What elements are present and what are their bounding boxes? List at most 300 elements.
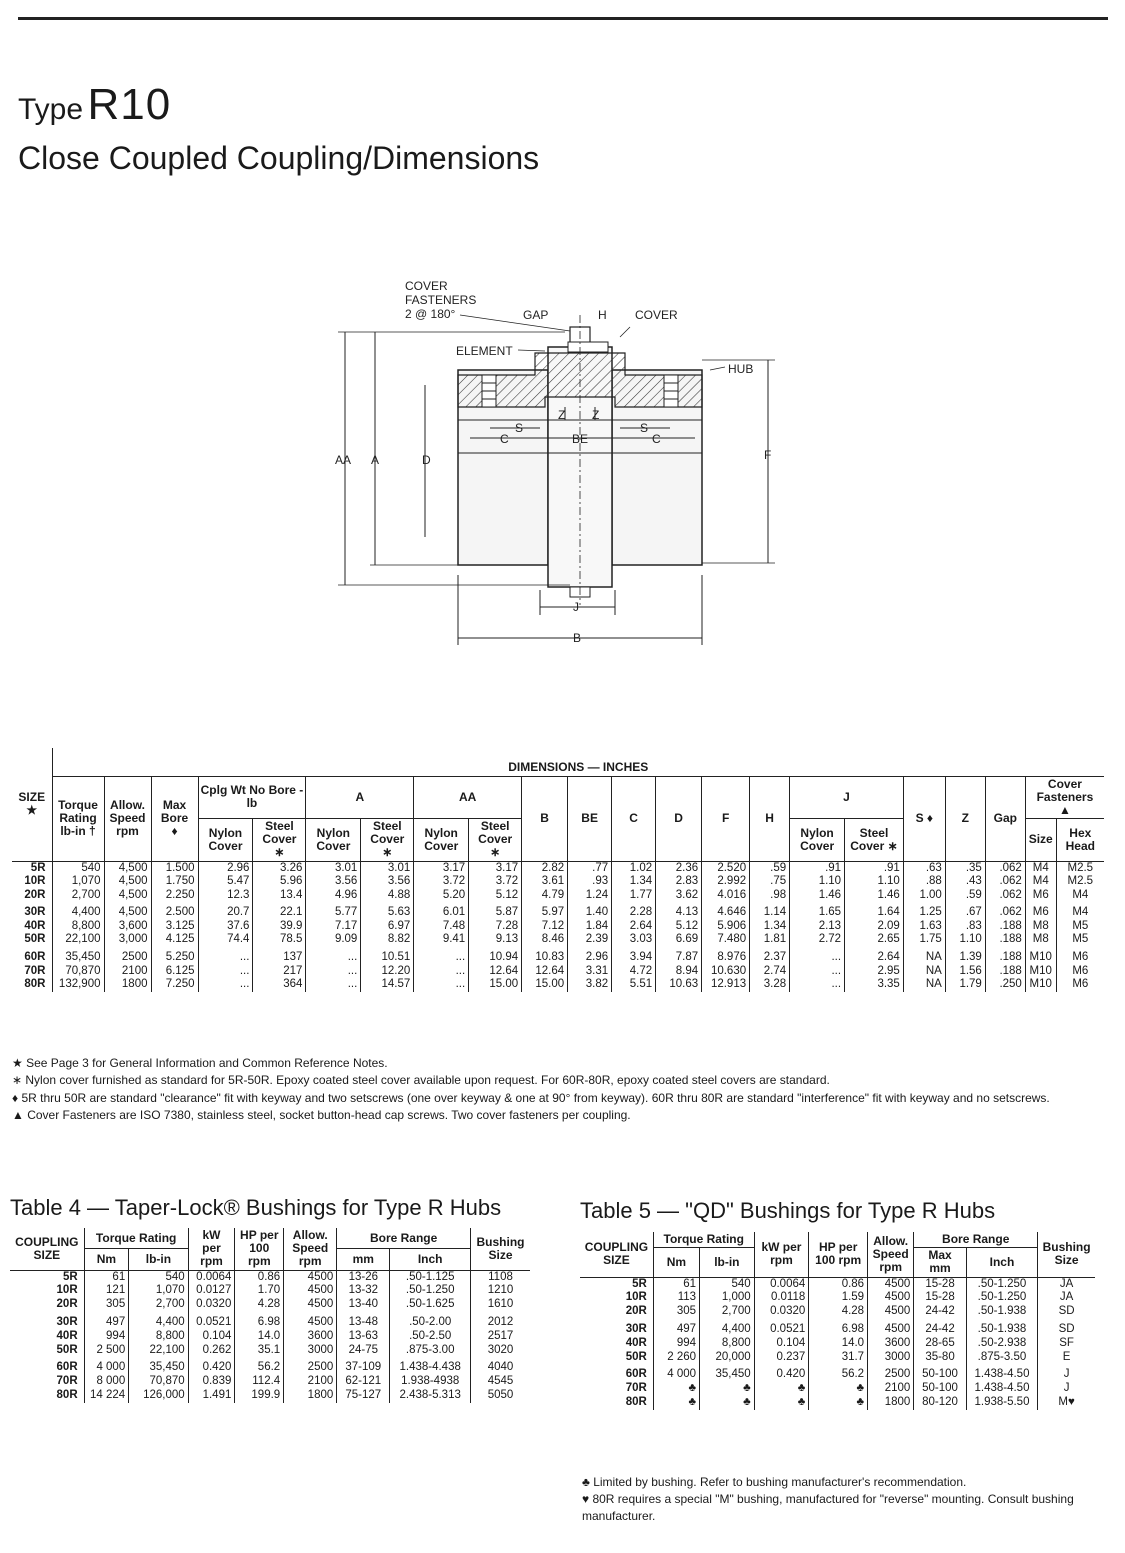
table-cell: .59 xyxy=(945,889,985,903)
table-cell: 35,450 xyxy=(700,1368,755,1382)
table-cell: 2 500 xyxy=(84,1344,129,1358)
table-cell: .250 xyxy=(985,978,1025,992)
table-cell: 2.74 xyxy=(750,965,790,979)
table-cell: 4,400 xyxy=(52,906,104,920)
table-cell: 37-109 xyxy=(337,1361,390,1375)
table-cell: 2500 xyxy=(104,951,151,965)
t5-th-nm: Nm xyxy=(653,1248,699,1277)
table-cell: 2,700 xyxy=(700,1305,755,1319)
table-cell: 3.72 xyxy=(469,875,522,889)
table-cell: 1.75 xyxy=(903,933,945,947)
table-cell: 2.13 xyxy=(790,920,845,934)
table-cell: 112.4 xyxy=(235,1375,284,1389)
note-2: ∗ Nylon cover furnished as standard for 5R-50R. Epoxy coated steel cover available upon request. For 60R-80R, epoxy coated steel covers are standard. xyxy=(12,1073,830,1088)
table-cell: 9.13 xyxy=(469,933,522,947)
table-cell: .50-1.625 xyxy=(390,1298,471,1312)
table-row xyxy=(580,1382,1095,1396)
table-cell: .35 xyxy=(945,861,985,875)
row-size: 30R xyxy=(56,1315,78,1328)
row-size: 40R xyxy=(56,1329,78,1342)
table-cell: 3.01 xyxy=(306,861,361,875)
table-cell: 20.7 xyxy=(198,906,253,920)
table-cell: 497 xyxy=(653,1323,699,1337)
table-row xyxy=(12,861,1104,875)
table-cell: 0.0320 xyxy=(754,1305,809,1319)
table-cell: 74.4 xyxy=(198,933,253,947)
table-cell: .50-2.50 xyxy=(390,1330,471,1344)
table-cell: 3.72 xyxy=(414,875,469,889)
table-cell: 1.25 xyxy=(903,906,945,920)
table-cell: M6 xyxy=(1056,951,1104,965)
table-cell: NA xyxy=(903,978,945,992)
table-cell: 0.839 xyxy=(188,1375,235,1389)
table-cell: 0.86 xyxy=(235,1270,284,1284)
table-cell: 5.97 xyxy=(522,906,568,920)
table-cell: .91 xyxy=(845,861,904,875)
table-cell: 50-100 xyxy=(914,1382,967,1396)
row-size: 10R xyxy=(24,875,46,888)
t4-th-size: COUPLING SIZE xyxy=(10,1228,84,1270)
table-cell: 3.56 xyxy=(306,875,361,889)
table-cell: 50-100 xyxy=(914,1368,967,1382)
row-size: 40R xyxy=(24,919,46,932)
table-cell: 1.39 xyxy=(945,951,985,965)
table-cell: .50-2.938 xyxy=(966,1337,1037,1351)
table-row xyxy=(12,875,1104,889)
table-cell: 3000 xyxy=(284,1344,337,1358)
table-cell: .83 xyxy=(945,920,985,934)
th-s: S ♦ xyxy=(903,776,945,861)
table-cell: 2.36 xyxy=(656,861,702,875)
table-cell: 3.26 xyxy=(253,861,306,875)
table-cell: 6.69 xyxy=(656,933,702,947)
row-size: 10R xyxy=(625,1291,647,1304)
table-cell: 113 xyxy=(653,1291,699,1305)
th-aa: AA xyxy=(414,776,522,819)
row-size: 30R xyxy=(24,906,46,919)
table-cell: 1800 xyxy=(284,1389,337,1403)
table-cell: 24-75 xyxy=(337,1344,390,1358)
table-row xyxy=(10,1330,530,1344)
th-d: D xyxy=(656,776,702,861)
th-wt-steel: Steel Cover ∗ xyxy=(253,819,306,862)
th-a-steel: Steel Cover ∗ xyxy=(361,819,414,862)
t5-th-max-mm: Max mm xyxy=(914,1248,967,1277)
table-cell: 1,070 xyxy=(52,875,104,889)
table-cell: 7.28 xyxy=(469,920,522,934)
table-cell: .875-3.50 xyxy=(966,1351,1037,1365)
table-cell: 8,800 xyxy=(700,1337,755,1351)
table-cell: 35-80 xyxy=(914,1351,967,1365)
table4-title: Table 4 — Taper-Lock® Bushings for Type R Hubs xyxy=(10,1195,502,1220)
t5-th-lbin: lb-in xyxy=(700,1248,755,1277)
table-cell: .50-1.250 xyxy=(966,1291,1037,1305)
t5-th-bushing: Bushing Size xyxy=(1038,1232,1095,1277)
table-cell: 3020 xyxy=(471,1344,530,1358)
table-row xyxy=(580,1305,1095,1319)
table-cell: 5.51 xyxy=(612,978,656,992)
table-cell: 305 xyxy=(653,1305,699,1319)
table-cell: M4 xyxy=(1056,889,1104,903)
table-cell: 13.4 xyxy=(253,889,306,903)
table-cell: 31.7 xyxy=(809,1351,868,1365)
table-cell: ♣ xyxy=(809,1382,868,1396)
table-cell: 7.48 xyxy=(414,920,469,934)
table4 xyxy=(10,1228,530,1403)
table-cell: 2 260 xyxy=(653,1351,699,1365)
table-cell: 3600 xyxy=(868,1337,914,1351)
th-cplg-wt: Cplg Wt No Bore - lb xyxy=(198,776,306,819)
table-cell: 2.992 xyxy=(702,875,750,889)
table-row xyxy=(10,1344,530,1358)
table5-body xyxy=(580,1277,1095,1410)
th-h: H xyxy=(750,776,790,861)
table-cell: 1800 xyxy=(868,1396,914,1410)
table-cell: 0.0064 xyxy=(754,1277,809,1291)
row-size: 5R xyxy=(12,861,52,875)
label-s-right: S xyxy=(640,421,649,435)
note-4: ▲ Cover Fasteners are ISO 7380, stainless steel, socket button-head cap screws. Two cover fasteners per coupling. xyxy=(12,1108,631,1123)
th-z: Z xyxy=(945,776,985,861)
table-cell: 7.250 xyxy=(151,978,198,992)
label-f: F xyxy=(764,448,772,462)
th-b: B xyxy=(522,776,568,861)
table-row xyxy=(580,1291,1095,1305)
table-cell: 80-120 xyxy=(914,1396,967,1410)
table-cell: 0.0064 xyxy=(188,1270,235,1284)
table-cell: .50-1.250 xyxy=(966,1277,1037,1291)
table-cell: 7.87 xyxy=(656,951,702,965)
table-row xyxy=(10,1361,530,1375)
table-cell: .50-1.938 xyxy=(966,1323,1037,1337)
table-cell: M4 xyxy=(1025,875,1056,889)
table-cell: ♣ xyxy=(700,1382,755,1396)
table-cell: ... xyxy=(414,978,469,992)
table-cell: 5.20 xyxy=(414,889,469,903)
table-cell: 2.09 xyxy=(845,920,904,934)
table-cell: 6.125 xyxy=(151,965,198,979)
label-c-left: C xyxy=(500,432,509,446)
table-row xyxy=(12,951,1104,965)
table-cell: 1.938-5.50 xyxy=(966,1396,1037,1410)
t4-th-kw: kW per rpm xyxy=(188,1228,235,1270)
table-cell: .188 xyxy=(985,920,1025,934)
th-be: BE xyxy=(568,776,612,861)
row-size: 50R xyxy=(625,1350,647,1363)
table-cell: 10.94 xyxy=(469,951,522,965)
t5-note-2: ♥ 80R requires a special "M" bushing, manufactured for "reverse" mounting. Consult bushing manufacturer. xyxy=(582,1491,1074,1523)
table-cell: 2.96 xyxy=(568,951,612,965)
table-cell: .50-1.125 xyxy=(390,1270,471,1284)
table-cell: 8.46 xyxy=(522,933,568,947)
table-cell: 0.0118 xyxy=(754,1291,809,1305)
table-cell: ♣ xyxy=(809,1396,868,1410)
table-cell: 0.104 xyxy=(188,1330,235,1344)
table-cell: 2.438-5.313 xyxy=(390,1389,471,1403)
table-cell: 14 224 xyxy=(84,1389,129,1403)
label-be: BE xyxy=(572,432,589,446)
th-aa-steel: Steel Cover ∗ xyxy=(469,819,522,862)
table-cell: SD xyxy=(1038,1323,1095,1337)
table-cell: 8 000 xyxy=(84,1375,129,1389)
label-cover-fasteners-2: FASTENERS xyxy=(405,293,477,307)
table-cell: 5.77 xyxy=(306,906,361,920)
table-row xyxy=(12,965,1104,979)
th-j-nylon: Nylon Cover xyxy=(790,819,845,862)
table-cell: .75 xyxy=(750,875,790,889)
table-cell: SD xyxy=(1038,1305,1095,1319)
table-cell: 2.250 xyxy=(151,889,198,903)
table-cell: 4,400 xyxy=(129,1316,188,1330)
table-cell: 35,450 xyxy=(52,951,104,965)
t4-th-nm: Nm xyxy=(84,1249,129,1270)
table-cell: .59 xyxy=(750,861,790,875)
table-cell: 56.2 xyxy=(235,1361,284,1375)
notes xyxy=(12,1055,1102,1125)
table-cell: 1.500 xyxy=(151,861,198,875)
table-cell: 2,700 xyxy=(129,1298,188,1312)
row-size: 60R xyxy=(24,951,46,963)
table-cell: 3.35 xyxy=(845,978,904,992)
table-cell: 12.913 xyxy=(702,978,750,992)
row-size: 70R xyxy=(56,1375,78,1388)
row-size: 70R xyxy=(24,964,46,977)
table-cell: M8 xyxy=(1025,933,1056,947)
table-cell: 10.51 xyxy=(361,951,414,965)
table-cell: 4.13 xyxy=(656,906,702,920)
table-cell: 4,500 xyxy=(104,875,151,889)
table-cell: 9.41 xyxy=(414,933,469,947)
table-cell: 132,900 xyxy=(52,978,104,992)
table-cell: 3.01 xyxy=(361,861,414,875)
table-cell: 0.262 xyxy=(188,1344,235,1358)
table-cell: 1.79 xyxy=(945,978,985,992)
table-cell: M5 xyxy=(1056,933,1104,947)
table-cell: M6 xyxy=(1056,978,1104,992)
t4-th-bore: Bore Range xyxy=(337,1228,471,1249)
table-cell: 2.39 xyxy=(568,933,612,947)
table-cell: 4,500 xyxy=(104,861,151,875)
table-cell: 994 xyxy=(84,1330,129,1344)
table-cell: 217 xyxy=(253,965,306,979)
table-cell: 15-28 xyxy=(914,1291,967,1305)
note-1: ★ See Page 3 for General Information and Common Reference Notes. xyxy=(12,1056,388,1070)
table-cell: 3.62 xyxy=(656,889,702,903)
th-aa-nylon: Nylon Cover xyxy=(414,819,469,862)
table-cell: 14.57 xyxy=(361,978,414,992)
table-cell: .67 xyxy=(945,906,985,920)
table4-body xyxy=(10,1270,530,1403)
th-fast-size: Size xyxy=(1025,819,1056,862)
table-cell: M8 xyxy=(1025,920,1056,934)
table-row xyxy=(10,1389,530,1403)
table-row xyxy=(12,889,1104,903)
table-cell: .50-2.00 xyxy=(390,1316,471,1330)
table-cell: 1.46 xyxy=(845,889,904,903)
th-gap: Gap xyxy=(985,776,1025,861)
table-cell: .188 xyxy=(985,965,1025,979)
table-cell: 8.82 xyxy=(361,933,414,947)
table-cell: ... xyxy=(198,951,253,965)
table-cell: 1.63 xyxy=(903,920,945,934)
table-cell: 137 xyxy=(253,951,306,965)
table-cell: 4500 xyxy=(284,1316,337,1330)
table-row xyxy=(580,1323,1095,1337)
row-size: 60R xyxy=(625,1368,647,1381)
label-s-left: S xyxy=(515,421,524,435)
table-cell: 1.70 xyxy=(235,1284,284,1298)
table-cell: .062 xyxy=(985,889,1025,903)
table-cell: 15-28 xyxy=(914,1277,967,1291)
table-cell: .188 xyxy=(985,951,1025,965)
table-cell: 2.65 xyxy=(845,933,904,947)
table-cell: 3.28 xyxy=(750,978,790,992)
table-cell: JA xyxy=(1038,1277,1095,1291)
table-cell: 2012 xyxy=(471,1316,530,1330)
top-rule xyxy=(18,17,1108,20)
table-cell: 1.02 xyxy=(612,861,656,875)
th-size: SIZE ★ xyxy=(18,790,46,818)
row-size: 5R xyxy=(10,1270,84,1284)
table-cell: 994 xyxy=(653,1337,699,1351)
table-cell: 0.0320 xyxy=(188,1298,235,1312)
table-cell: 8.94 xyxy=(656,965,702,979)
table-cell: 4040 xyxy=(471,1361,530,1375)
t5-th-kw: kW per rpm xyxy=(754,1232,809,1277)
table-cell: 3.94 xyxy=(612,951,656,965)
table-cell: 15.00 xyxy=(522,978,568,992)
table-cell: 1.64 xyxy=(845,906,904,920)
table-cell: .91 xyxy=(790,861,845,875)
table-cell: 1.65 xyxy=(790,906,845,920)
table5 xyxy=(580,1232,1095,1410)
table-cell: 78.5 xyxy=(253,933,306,947)
row-size: 80R xyxy=(56,1388,78,1401)
table-cell: M10 xyxy=(1025,965,1056,979)
table-cell: 22,100 xyxy=(52,933,104,947)
table-row xyxy=(10,1316,530,1330)
page-subtitle: Close Coupled Coupling/Dimensions xyxy=(18,140,540,176)
table-cell: 1.14 xyxy=(750,906,790,920)
dimensions-body xyxy=(12,861,1104,992)
table-row xyxy=(10,1375,530,1389)
table-cell: .875-3.00 xyxy=(390,1344,471,1358)
table-cell: 2.95 xyxy=(845,965,904,979)
table-row xyxy=(10,1298,530,1312)
table-cell: 2.83 xyxy=(656,875,702,889)
t4-th-lbin: lb-in xyxy=(129,1249,188,1270)
table-cell: JA xyxy=(1038,1291,1095,1305)
table-cell: 2.37 xyxy=(750,951,790,965)
table-cell: 1.10 xyxy=(945,933,985,947)
table-cell: 28-65 xyxy=(914,1337,967,1351)
table-cell: ♣ xyxy=(700,1396,755,1410)
table-cell: 1,070 xyxy=(129,1284,188,1298)
table-cell: 2100 xyxy=(868,1382,914,1396)
label-cover: COVER xyxy=(635,308,678,322)
table-cell: 1800 xyxy=(104,978,151,992)
table-cell: 121 xyxy=(84,1284,129,1298)
row-size: 60R xyxy=(56,1361,78,1374)
t4-th-hp: HP per 100 rpm xyxy=(235,1228,284,1270)
th-j: J xyxy=(790,776,904,819)
table-cell: 0.237 xyxy=(754,1351,809,1365)
table-cell: 4545 xyxy=(471,1375,530,1389)
table-cell: M2.5 xyxy=(1056,875,1104,889)
table-cell: 3000 xyxy=(868,1351,914,1365)
table-cell: 1.00 xyxy=(903,889,945,903)
table-cell: 364 xyxy=(253,978,306,992)
table-cell: M10 xyxy=(1025,951,1056,965)
table-cell: 5.12 xyxy=(656,920,702,934)
table-row xyxy=(10,1270,530,1284)
table-cell: 7.480 xyxy=(702,933,750,947)
table-cell: 4.125 xyxy=(151,933,198,947)
table-cell: 4,400 xyxy=(700,1323,755,1337)
table-cell: ♣ xyxy=(754,1382,809,1396)
title-model: R10 xyxy=(87,80,172,129)
table-cell: 1.438-4.50 xyxy=(966,1382,1037,1396)
table-cell: 14.0 xyxy=(809,1337,868,1351)
th-a: A xyxy=(306,776,414,819)
table-cell: 5.63 xyxy=(361,906,414,920)
table-cell: 497 xyxy=(84,1316,129,1330)
table-cell: .43 xyxy=(945,875,985,889)
table-cell: 20,000 xyxy=(700,1351,755,1365)
table-cell: 35,450 xyxy=(129,1361,188,1375)
table-cell: 2500 xyxy=(868,1368,914,1382)
table-cell: .88 xyxy=(903,875,945,889)
table-cell: 3,000 xyxy=(104,933,151,947)
table-cell: 2.64 xyxy=(612,920,656,934)
table-cell: 12.64 xyxy=(469,965,522,979)
table-cell: 4500 xyxy=(868,1291,914,1305)
table-cell: 4.016 xyxy=(702,889,750,903)
table-cell: 2.72 xyxy=(790,933,845,947)
table-cell: 1.491 xyxy=(188,1389,235,1403)
table-cell: 4500 xyxy=(868,1305,914,1319)
th-super: DIMENSIONS — INCHES xyxy=(52,748,1104,776)
table-cell: ♣ xyxy=(653,1382,699,1396)
table-cell: 1.40 xyxy=(568,906,612,920)
table-cell: 4.79 xyxy=(522,889,568,903)
table-cell: 13-48 xyxy=(337,1316,390,1330)
table-cell: 2.96 xyxy=(198,861,253,875)
row-size: 80R xyxy=(24,978,46,991)
table-row xyxy=(580,1277,1095,1291)
table-cell: 10.83 xyxy=(522,951,568,965)
t5-th-inch: Inch xyxy=(966,1248,1037,1277)
table-cell: 1.84 xyxy=(568,920,612,934)
table-cell: M10 xyxy=(1025,978,1056,992)
table-cell: 10.63 xyxy=(656,978,702,992)
table-cell: 1610 xyxy=(471,1298,530,1312)
label-h: H xyxy=(598,308,607,322)
table-cell: ... xyxy=(198,965,253,979)
table-cell: 1,000 xyxy=(700,1291,755,1305)
label-aa: AA xyxy=(335,453,352,467)
table-cell: J xyxy=(1038,1368,1095,1382)
table-cell: 56.2 xyxy=(809,1368,868,1382)
table-cell: 2.520 xyxy=(702,861,750,875)
table-cell: 1.34 xyxy=(612,875,656,889)
table-cell: 1.938-4938 xyxy=(390,1375,471,1389)
label-d: D xyxy=(422,453,431,467)
table-cell: 13-40 xyxy=(337,1298,390,1312)
table-cell: 37.6 xyxy=(198,920,253,934)
table-cell: 1.81 xyxy=(750,933,790,947)
table-cell: J xyxy=(1038,1382,1095,1396)
